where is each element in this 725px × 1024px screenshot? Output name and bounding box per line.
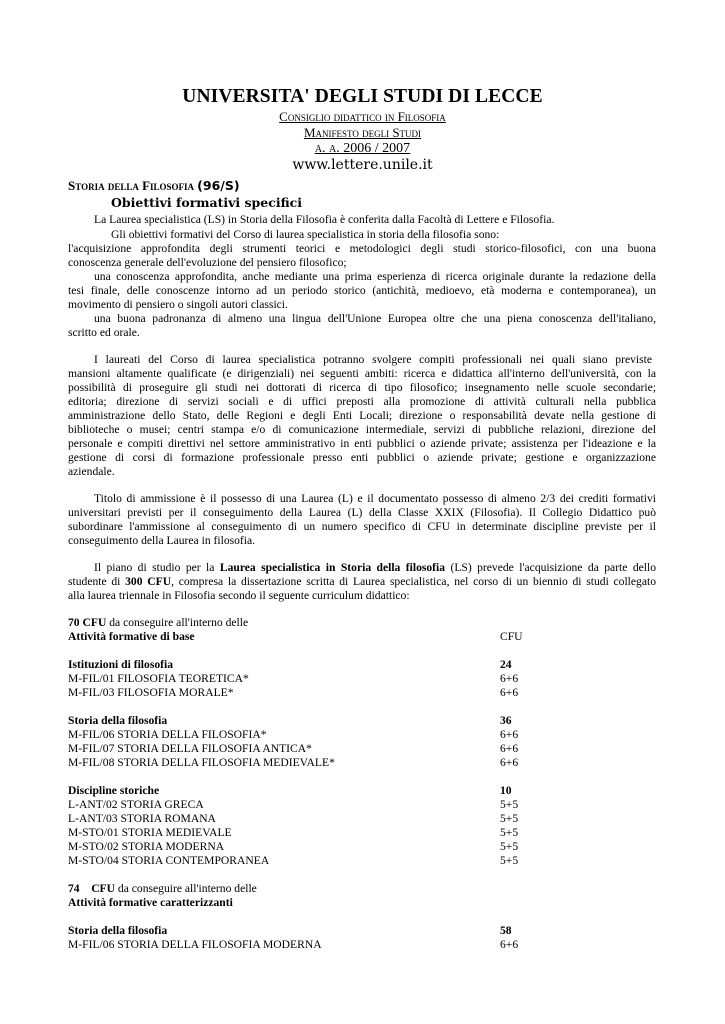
block1-title: Attività formative di base	[68, 630, 195, 643]
plan-total-cfu: 300 CFU	[125, 575, 172, 588]
group-header-row	[68, 924, 598, 938]
group-name: Storia della filosofia	[68, 714, 168, 727]
block1-cfu: 70 CFU	[68, 616, 107, 629]
course-row-cfu: 6+6	[500, 672, 519, 685]
course-row-name: M-STO/04 STORIA CONTEMPORANEA	[68, 854, 270, 867]
group-name: Istituzioni di filosofia	[68, 658, 174, 671]
professions-line: gestione di corsi di formazione professionale presso enti pubblici o aziende private; gestione e organizzazione	[68, 451, 656, 464]
plan-line	[94, 561, 656, 574]
admission-line: conseguimento della Laurea in filosofia.	[68, 534, 256, 547]
plan-line	[68, 575, 656, 588]
group-total: 10	[500, 784, 512, 797]
website-link[interactable]: www.lettere.unile.it	[292, 157, 433, 173]
professions-line: editoria; direzione di servizi sociali e di uffici preposti alla promozione di attività culturali nella pubblica	[68, 395, 656, 408]
course-row-cfu: 5+5	[500, 854, 519, 867]
objective-2-line: tesi finale, delle conoscenze intorno ad un periodo storico (antichità, medioevo, età moderna e contemporanea), un	[68, 284, 656, 297]
plan-text: , compresa la dissertazione scritta di Laurea specialistica, nel corso di un biennio di studi collegato	[171, 575, 657, 588]
plan-text: (LS) prevede l'acquisizione da parte dello	[445, 561, 657, 574]
course-row	[68, 728, 598, 742]
professions-line: amministrazione dello Stato, delle Regioni e degli Enti Locali; direzione o responsabilità devate nella gestione di	[68, 409, 656, 422]
course-row-name: M-FIL/07 STORIA DELLA FILOSOFIA ANTICA*	[68, 742, 312, 755]
course-row-cfu: 6+6	[500, 938, 519, 951]
course-row-cfu: 6+6	[500, 756, 519, 769]
objective-1-line: conoscenza generale dell'evoluzione del pensiero filosofico;	[68, 256, 347, 269]
professions-line: personale e compiti direttivi nel settore amministrativo in enti pubblici o aziende private; assistenza per l'ideazione e la	[68, 437, 656, 450]
course-row-name: M-FIL/03 FILOSOFIA MORALE*	[68, 686, 234, 699]
admission-line: subordinare l'ammissione al conseguimento di un numero specifico di CFU in determinate discipline previste per il	[68, 520, 656, 533]
course-row	[68, 938, 598, 952]
course-row-cfu: 6+6	[500, 742, 519, 755]
group-total: 58	[500, 924, 512, 937]
academic-year: a. a. 2006 / 2007	[314, 141, 411, 156]
group-header-row	[68, 658, 598, 672]
plan-line: alla laurea triennale in Filosofia secondo il seguente curriculum didattico:	[68, 589, 410, 602]
course-heading	[68, 178, 240, 194]
professions-line: aziendale.	[68, 465, 115, 478]
professions-line: mansioni altamente qualificate (e dirigenziali) nei seguenti ambiti: ricerca e didattica all'interno dell'università, con la	[68, 367, 656, 380]
professions-line: possibilità di proseguire gli studi nei dottorati di ricerca di tipo filosofico; insegnamento nelle scuole secondarie;	[68, 381, 656, 394]
plan-text: Il piano di studio per la	[94, 561, 220, 574]
course-row-name: M-FIL/06 STORIA DELLA FILOSOFIA*	[68, 728, 267, 741]
council-subtitle: Consiglio didattico in Filosofia	[279, 109, 446, 124]
course-row	[68, 812, 598, 826]
course-row	[68, 742, 598, 756]
table-header-row	[68, 630, 598, 644]
block2-title: Attività formative caratterizzanti	[68, 896, 233, 909]
block2-cfu-label: CFU	[91, 882, 116, 895]
course-row-name: M-STO/02 STORIA MODERNA	[68, 840, 225, 853]
course-row-cfu: 5+5	[500, 826, 519, 839]
block2-cfu-text: da conseguire all'interno delle	[115, 882, 257, 895]
course-row-name: M-STO/01 STORIA MEDIEVALE	[68, 826, 232, 839]
university-title: UNIVERSITA' DEGLI STUDI DI LECCE	[182, 86, 543, 107]
professions-line: I laureati del Corso di laurea specialistica potranno svolgere compiti professionali nei quali siano previste	[94, 353, 652, 366]
group-name: Storia della filosofia	[68, 924, 168, 937]
group-header-row	[68, 714, 598, 728]
course-row-cfu: 6+6	[500, 686, 519, 699]
objective-3-line: scritto ed orale.	[68, 326, 140, 339]
cfu-column-header: CFU	[500, 630, 523, 643]
course-row	[68, 672, 598, 686]
objective-2-line: movimento di pensiero o singoli autori classici.	[68, 298, 288, 311]
block2-cfu-line	[68, 882, 598, 896]
group-total: 24	[500, 658, 512, 671]
course-row-name: M-FIL/06 STORIA DELLA FILOSOFIA MODERNA	[68, 938, 322, 951]
objective-3-line: una buona padronanza di almeno una lingua dell'Unione Europea oltre che una piena conoscenza dell'italiano,	[94, 312, 656, 325]
course-row-cfu: 5+5	[500, 812, 519, 825]
course-name: Storia della Filosofia	[68, 178, 195, 193]
course-row-cfu: 5+5	[500, 840, 519, 853]
group-total: 36	[500, 714, 512, 727]
group-name: Discipline storiche	[68, 784, 160, 797]
course-row-name: L-ANT/02 STORIA GRECA	[68, 798, 204, 811]
objective-2-line: una conoscenza approfondita, anche mediante una prima esperienza di ricerca originale durante la redazione della	[94, 270, 656, 283]
course-row-name: M-FIL/08 STORIA DELLA FILOSOFIA MEDIEVALE*	[68, 756, 335, 769]
objective-1-line: l'acquisizione approfondita degli strumenti teorici e metodologici degli studi storico-filosofici, con una buona	[68, 242, 656, 255]
professions-line: biblioteche o musei; centri stampa e/o di comunicazione intermediale, servizi di pubbliche relazioni, direzione del	[68, 423, 656, 436]
objectives-heading: Obiettivi formativi specifici	[111, 195, 303, 210]
admission-line: universitari previsti per il conseguimento della Laurea (L) della Classe XXIX (Filosofia). Il Collegio Didattico può	[68, 506, 656, 519]
course-code: (96/S)	[197, 178, 240, 193]
intro-line-1: La Laurea specialistica (LS) in Storia della Filosofia è conferita dalla Facoltà di Lettere e Filosofia.	[94, 213, 555, 226]
admission-line: Titolo di ammissione è il possesso di una Laurea (L) e il documentato possesso di almeno 2/3 dei crediti formativi	[94, 492, 656, 505]
block1-cfu-text: da conseguire all'interno delle	[106, 616, 249, 629]
block1-cfu-line	[68, 616, 248, 629]
block2-cfu-text-wrap	[68, 882, 257, 895]
course-row	[68, 756, 598, 770]
group-header-row	[68, 784, 598, 798]
block2-cfu-number: 74	[68, 882, 80, 895]
course-row-cfu: 5+5	[500, 798, 519, 811]
course-row	[68, 686, 598, 700]
table-header-row	[68, 896, 598, 910]
course-row	[68, 826, 598, 840]
plan-text: studente di	[68, 575, 126, 588]
course-row-name: L-ANT/03 STORIA ROMANA	[68, 812, 216, 825]
course-row	[68, 854, 598, 868]
course-row-cfu: 6+6	[500, 728, 519, 741]
course-row	[68, 840, 598, 854]
intro-line-2: Gli obiettivi formativi del Corso di laurea specialistica in storia della filosofia sono:	[111, 228, 500, 241]
manifesto-subtitle: Manifesto degli Studi	[303, 125, 422, 140]
course-row	[68, 798, 598, 812]
course-row-name: M-FIL/01 FILOSOFIA TEORETICA*	[68, 672, 249, 685]
plan-degree-name: Laurea specialistica in Storia della filosofia	[219, 561, 446, 574]
